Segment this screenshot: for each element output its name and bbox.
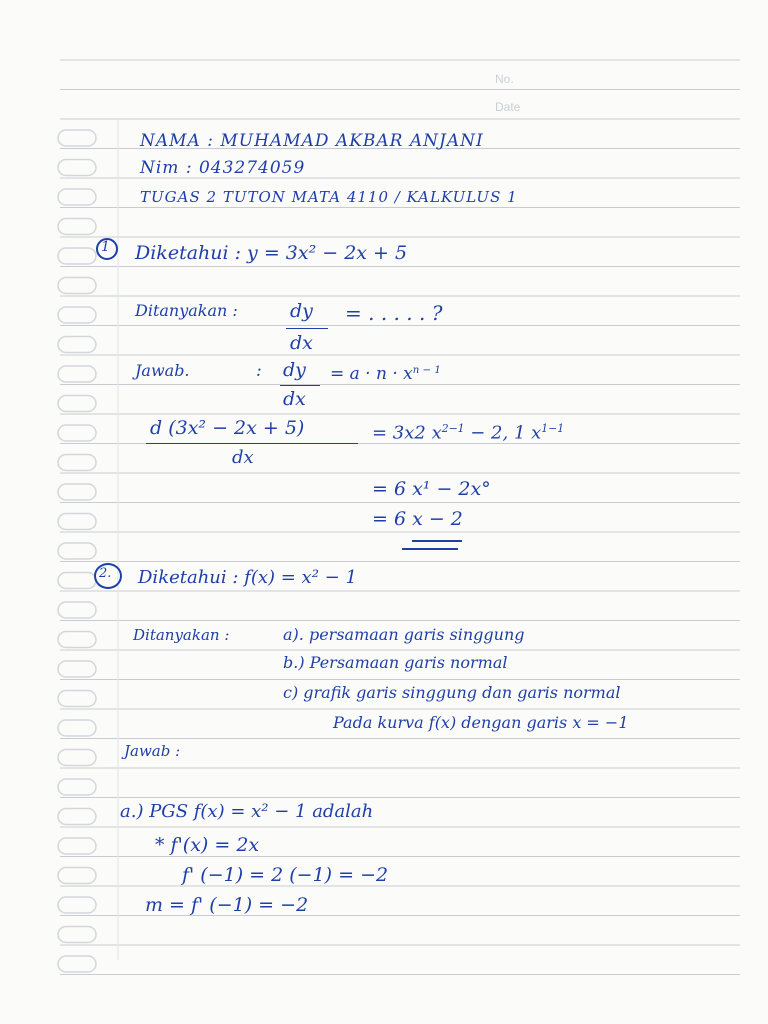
problem-1-asked-label: Ditanyakan :: [135, 301, 238, 320]
problem-1-step-1-b: − 2, 1 x: [464, 422, 542, 444]
problem-2-jawab-label: Jawab :: [124, 742, 181, 760]
problem-1-rule-colon: :: [256, 361, 262, 381]
problem-1-step-1-exp-b: 1−1: [541, 422, 565, 435]
binder-hole: [58, 396, 96, 412]
problem-1-asked-numerator: dy: [290, 300, 313, 322]
binder-hole: [58, 956, 96, 972]
problem-1-rule-numerator: dy: [283, 359, 306, 381]
name-line: NAMA : MUHAMAD AKBAR ANJANI: [140, 131, 484, 151]
binder-hole: [58, 691, 96, 707]
binder-hole: [58, 543, 96, 559]
problem-1-step-1-exp-a: 2−1: [441, 422, 465, 435]
problem-1-asked-denominator: dx: [290, 332, 313, 354]
problem-2-number: 2.: [99, 566, 112, 581]
problem-1-number: 1: [101, 239, 110, 255]
binder-hole: [58, 337, 96, 353]
problem-1-rule-fraction-bar: [280, 385, 320, 386]
binder-hole: [58, 455, 96, 471]
problem-1-rule-denominator: dx: [283, 388, 306, 410]
binder-hole: [58, 484, 96, 500]
problem-1-given: Diketahui : y = 3x² − 2x + 5: [135, 242, 408, 264]
problem-2-slope-line: m = f' (−1) = −2: [145, 894, 309, 916]
binder-hole: [58, 130, 96, 146]
problem-2-item-a: a). persamaan garis singgung: [283, 625, 525, 644]
problem-1-rule-exponent: n − 1: [412, 365, 441, 376]
binder-hole: [58, 425, 96, 441]
binder-hole: [58, 219, 96, 235]
problem-2-given: Diketahui : f(x) = x² − 1: [138, 567, 357, 588]
binder-hole: [58, 809, 96, 825]
problem-1-step-1-a: = 3x2 x: [372, 422, 442, 444]
binder-hole: [58, 189, 96, 205]
binder-hole: [58, 514, 96, 530]
task-line: TUGAS 2 TUTON MATA 4110 / KALKULUS 1: [140, 188, 518, 206]
problem-1-derivative-fraction-bar: [146, 443, 358, 444]
problem-2-evaluation-line: f' (−1) = 2 (−1) = −2: [182, 864, 389, 886]
binder-hole: [58, 779, 96, 795]
binder-hole: [58, 720, 96, 736]
problem-1-step-3: = 6 x − 2: [372, 508, 463, 530]
problem-1-asked-fraction-bar: [286, 328, 328, 329]
binder-hole: [58, 307, 96, 323]
problem-1-jawab-label: Jawab.: [135, 361, 190, 380]
binder-hole: [58, 278, 96, 294]
result-underline-2: [402, 548, 458, 550]
binder-hole: [58, 750, 96, 766]
problem-1-step-1: [372, 424, 564, 442]
problem-1-rule-rhs: [330, 366, 441, 383]
problem-2-derivative-line: * f'(x) = 2x: [155, 834, 260, 856]
result-underline-1: [412, 540, 462, 542]
binder-hole: [58, 366, 96, 382]
problem-2-item-b: b.) Persamaan garis normal: [283, 653, 508, 672]
header-no-label: No.: [495, 72, 514, 86]
problem-2-item-c-line-2: Pada kurva f(x) dengan garis x = −1: [333, 713, 629, 732]
binder-hole: [58, 248, 96, 264]
problem-2-answer-a-line: a.) PGS f(x) = x² − 1 adalah: [120, 801, 374, 822]
header-date-label: Date: [495, 100, 521, 114]
binder-hole: [58, 838, 96, 854]
binder-hole: [58, 868, 96, 884]
problem-2-item-c-line-1: c) grafik garis singgung dan garis normal: [283, 683, 621, 702]
binder-hole: [58, 661, 96, 677]
nim-line: Nim : 043274059: [140, 158, 306, 178]
problem-2-asked-label: Ditanyakan :: [133, 626, 230, 644]
binder-hole: [58, 573, 96, 589]
binder-hole: [58, 602, 96, 618]
binder-hole: [58, 632, 96, 648]
binder-hole: [58, 897, 96, 913]
problem-1-asked-rest: = . . . . . ?: [345, 301, 443, 325]
binder-hole: [58, 160, 96, 176]
binder-hole: [58, 927, 96, 943]
problem-1-rule-rhs-base: = a · n · x: [330, 364, 413, 385]
problem-1-derivative-denominator: dx: [232, 447, 254, 468]
problem-1-step-2: = 6 x¹ − 2x°: [372, 478, 491, 500]
problem-1-derivative-numerator: d (3x² − 2x + 5): [150, 417, 305, 439]
